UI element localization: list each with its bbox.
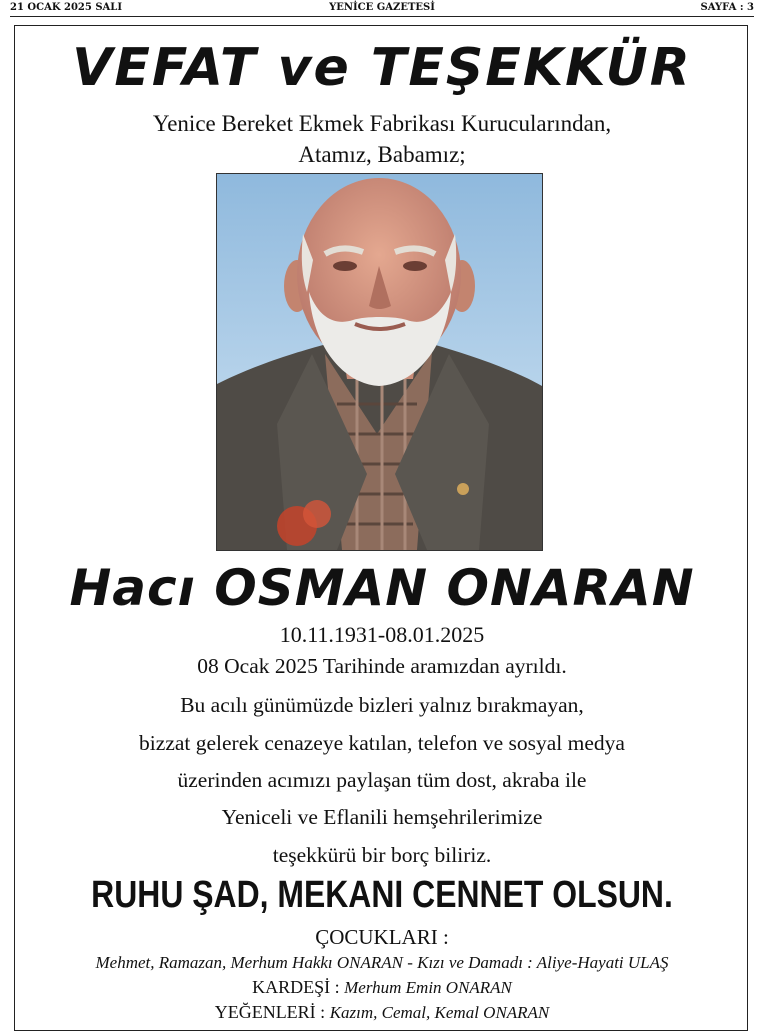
- portrait-photo: [216, 173, 543, 551]
- message-line-5: Yeniceli ve Eflanili hemşehrilerimize: [221, 805, 543, 829]
- nephews-row: [20, 1001, 744, 1024]
- intro-line-1: Yenice Bereket Ekmek Fabrikası Kurucularından,: [152, 111, 612, 136]
- sibling-row: [20, 976, 744, 999]
- newspaper-name: YENİCE GAZETESİ: [329, 2, 435, 13]
- message-line-4: üzerinden acımızı paylaşan tüm dost, akraba ile: [177, 768, 587, 792]
- sibling-name: Merhum Emin ONARAN: [344, 978, 512, 997]
- life-dates: 10.11.1931-08.01.2025: [279, 622, 485, 647]
- message-line-1: 08 Ocak 2025 Tarihinde aramızdan ayrıldı.: [197, 654, 567, 678]
- nephews-label: YEĞENLERİ :: [214, 1002, 326, 1022]
- message-line-6: teşekkürü bir borç biliriz.: [272, 843, 492, 867]
- message-line-2: Bu acılı günümüzde bizleri yalnız bırakmayan,: [180, 693, 584, 717]
- issue-date: 21 OCAK 2025 SALI: [10, 2, 123, 13]
- page-number: SAYFA : 3: [700, 2, 754, 13]
- children-label: ÇOCUKLARI :: [315, 925, 449, 949]
- message-line-3: bizzat gelerek cenazeye katılan, telefon ve sosyal medya: [139, 731, 625, 755]
- newspaper-header: [10, 2, 754, 16]
- nephews-names: Kazım, Cemal, Kemal ONARAN: [329, 1003, 550, 1022]
- deceased-name: Hacı OSMAN ONARAN: [69, 559, 695, 617]
- prayer-line: RUHU ŞAD, MEKANI CENNET OLSUN.: [91, 874, 673, 916]
- children-names: Mehmet, Ramazan, Merhum Hakkı ONARAN - Kızı ve Damadı : Aliye-Hayati ULAŞ: [95, 953, 669, 972]
- header-rule: [10, 16, 754, 17]
- sibling-label: KARDEŞİ :: [252, 977, 340, 997]
- intro-line-2: Atamız, Babamız;: [298, 142, 466, 167]
- notice-heading: VEFAT ve TEŞEKKÜR: [72, 38, 692, 98]
